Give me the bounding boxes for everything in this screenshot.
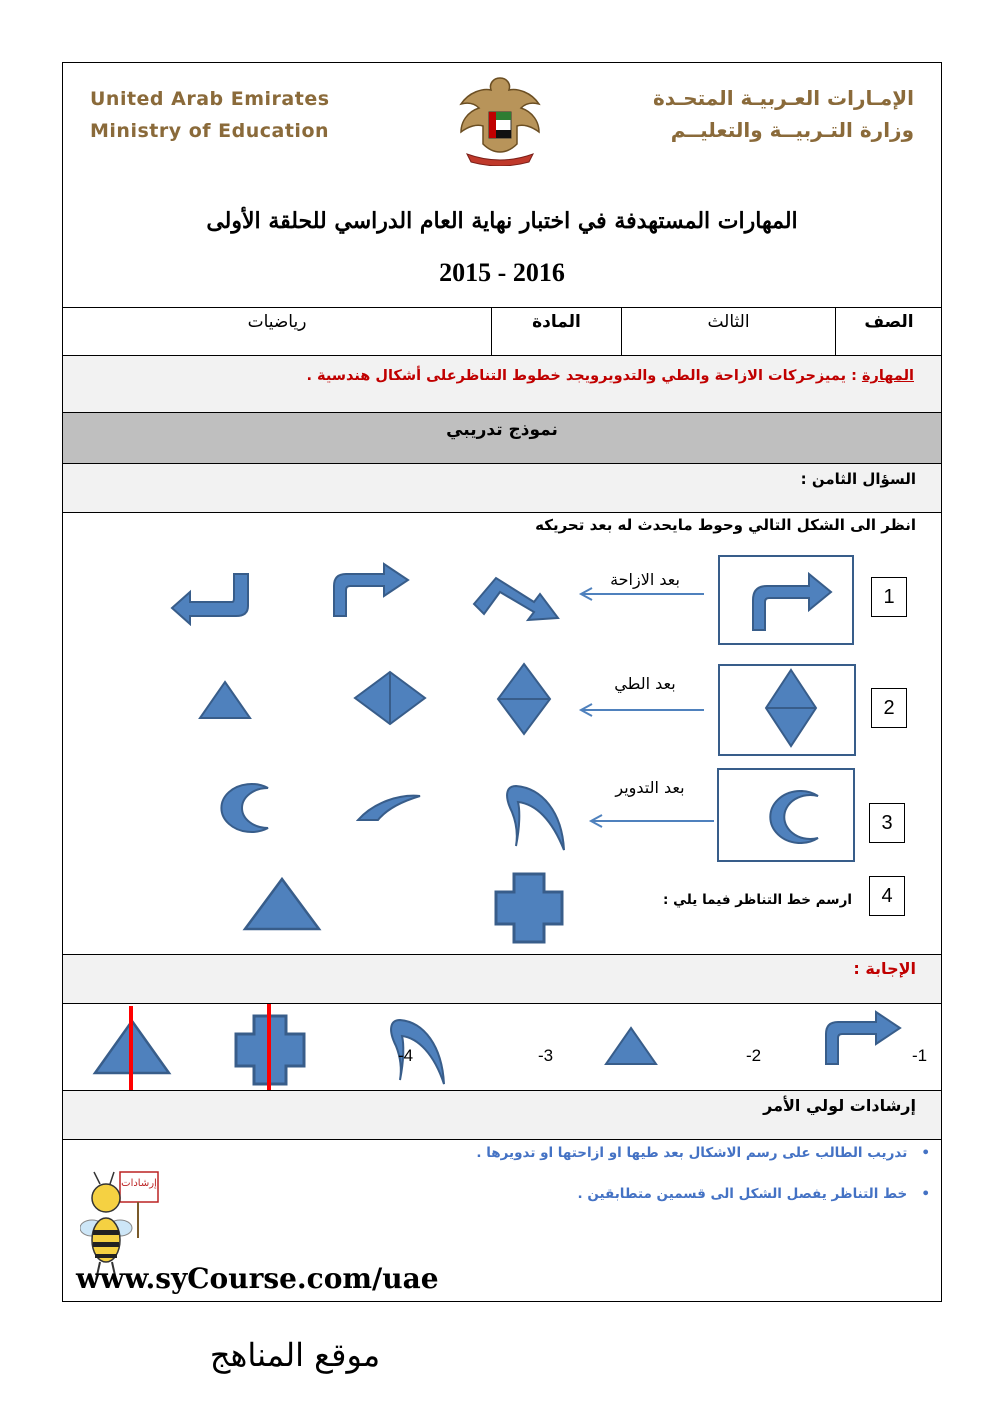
- option-1-chevron-arrow-icon[interactable]: [470, 568, 562, 624]
- guidance-title: إرشادات لولي الأمر: [763, 1096, 916, 1115]
- question-number-3: 3: [869, 803, 905, 843]
- translation-label: بعد الازاحة: [610, 570, 680, 589]
- bullet-icon: •: [907, 1145, 930, 1161]
- sign-text: إرشادات: [121, 1178, 157, 1189]
- question-title: السؤال الثامن :: [800, 470, 916, 488]
- answer-3-rotated-crescent-icon: [386, 1016, 446, 1086]
- site-name: موقع المناهج: [209, 1336, 381, 1374]
- guidance-item-text: تدريب الطالب على رسم الاشكال بعد طيها او ازاحتها او تدويرها .: [476, 1145, 908, 1161]
- skill-row: [306, 368, 914, 384]
- question-instruction: انظر الى الشكل التالي وحوط مايحدث له بعد تحريكه: [535, 516, 916, 534]
- answer-label-1: -1: [912, 1046, 928, 1065]
- question-number-1: 1: [871, 577, 907, 617]
- left-arrow-icon: [586, 814, 716, 828]
- website-footer[interactable]: www.syCourse.com/uae: [76, 1262, 439, 1295]
- diamond-icon: [764, 668, 818, 748]
- header-ar-line1: الإمـارات العـربيـة المتحـدة: [653, 86, 914, 110]
- answer-1-bent-arrow-icon: [822, 1010, 904, 1066]
- skill-text: : يميزحركات الازاحة والطي والتدويرويجد خطوط التناظرعلى أشكال هندسية .: [306, 368, 857, 384]
- subject-value: رياضيات: [247, 312, 307, 332]
- answer-2-triangle-icon: [604, 1026, 658, 1066]
- year-label: 2015 - 2016: [439, 258, 565, 287]
- bent-arrow-icon: [745, 570, 835, 632]
- option-1-rotated-crescent-icon[interactable]: [502, 782, 566, 852]
- option-3-crescent-icon[interactable]: [202, 782, 270, 834]
- left-arrow-icon: [576, 587, 706, 601]
- option-3-return-arrow-icon[interactable]: [170, 570, 252, 626]
- skill-label: المهارة: [861, 368, 914, 384]
- grade-value: الثالث: [707, 312, 750, 332]
- plus-shape-icon[interactable]: [494, 872, 564, 944]
- answer-label-3: -3: [538, 1046, 554, 1065]
- divider: [62, 1003, 942, 1004]
- uae-emblem-icon: [455, 74, 545, 166]
- skill-band: [63, 356, 941, 412]
- guidance-item-1: [476, 1145, 930, 1161]
- header-en-line1: United Arab Emirates: [90, 88, 330, 110]
- answer-band: [63, 955, 941, 1003]
- option-2-bent-arrow-icon[interactable]: [330, 562, 412, 618]
- option-1-diamond-icon[interactable]: [496, 662, 552, 736]
- guidance-item-text: خط التناظر يفصل الشكل الى قسمين متطابقين .: [577, 1186, 908, 1202]
- header-ar-line2: وزارة التـربيــة والتعليــم: [670, 118, 914, 142]
- guidance-item-2: [578, 1186, 931, 1202]
- divider: [62, 1139, 942, 1140]
- left-arrow-icon: [576, 703, 706, 717]
- divider: [62, 512, 942, 513]
- grade-label: الصف: [864, 312, 914, 332]
- answer-label-4: -4: [398, 1046, 414, 1065]
- question-number-2: 2: [871, 688, 907, 728]
- divider: [62, 307, 942, 308]
- crescent-icon: [752, 790, 822, 844]
- bullet-icon: •: [907, 1186, 930, 1202]
- fold-label: بعد الطي: [614, 674, 676, 693]
- symmetry-instruction: ارسم خط التناظر فيما يلي :: [663, 892, 852, 908]
- answer-label-2: -2: [746, 1046, 762, 1065]
- option-2-diamond-icon[interactable]: [353, 670, 427, 726]
- page-title: المهارات المستهدفة في اختبار نهاية العام الدراسي للحلقة الأولى: [206, 208, 798, 234]
- question-number-4: 4: [869, 876, 905, 916]
- header-en-line2: Ministry of Education: [90, 120, 330, 142]
- option-2-sliver-icon[interactable]: [356, 792, 422, 822]
- triangle-shape-icon[interactable]: [242, 876, 322, 932]
- rotation-label: بعد التدوير: [615, 778, 685, 797]
- model-title: نموذج تدريبي: [446, 420, 558, 440]
- subject-label: المادة: [532, 312, 581, 332]
- option-3-triangle-icon[interactable]: [198, 680, 252, 720]
- answer-title: الإجابة :: [853, 959, 916, 978]
